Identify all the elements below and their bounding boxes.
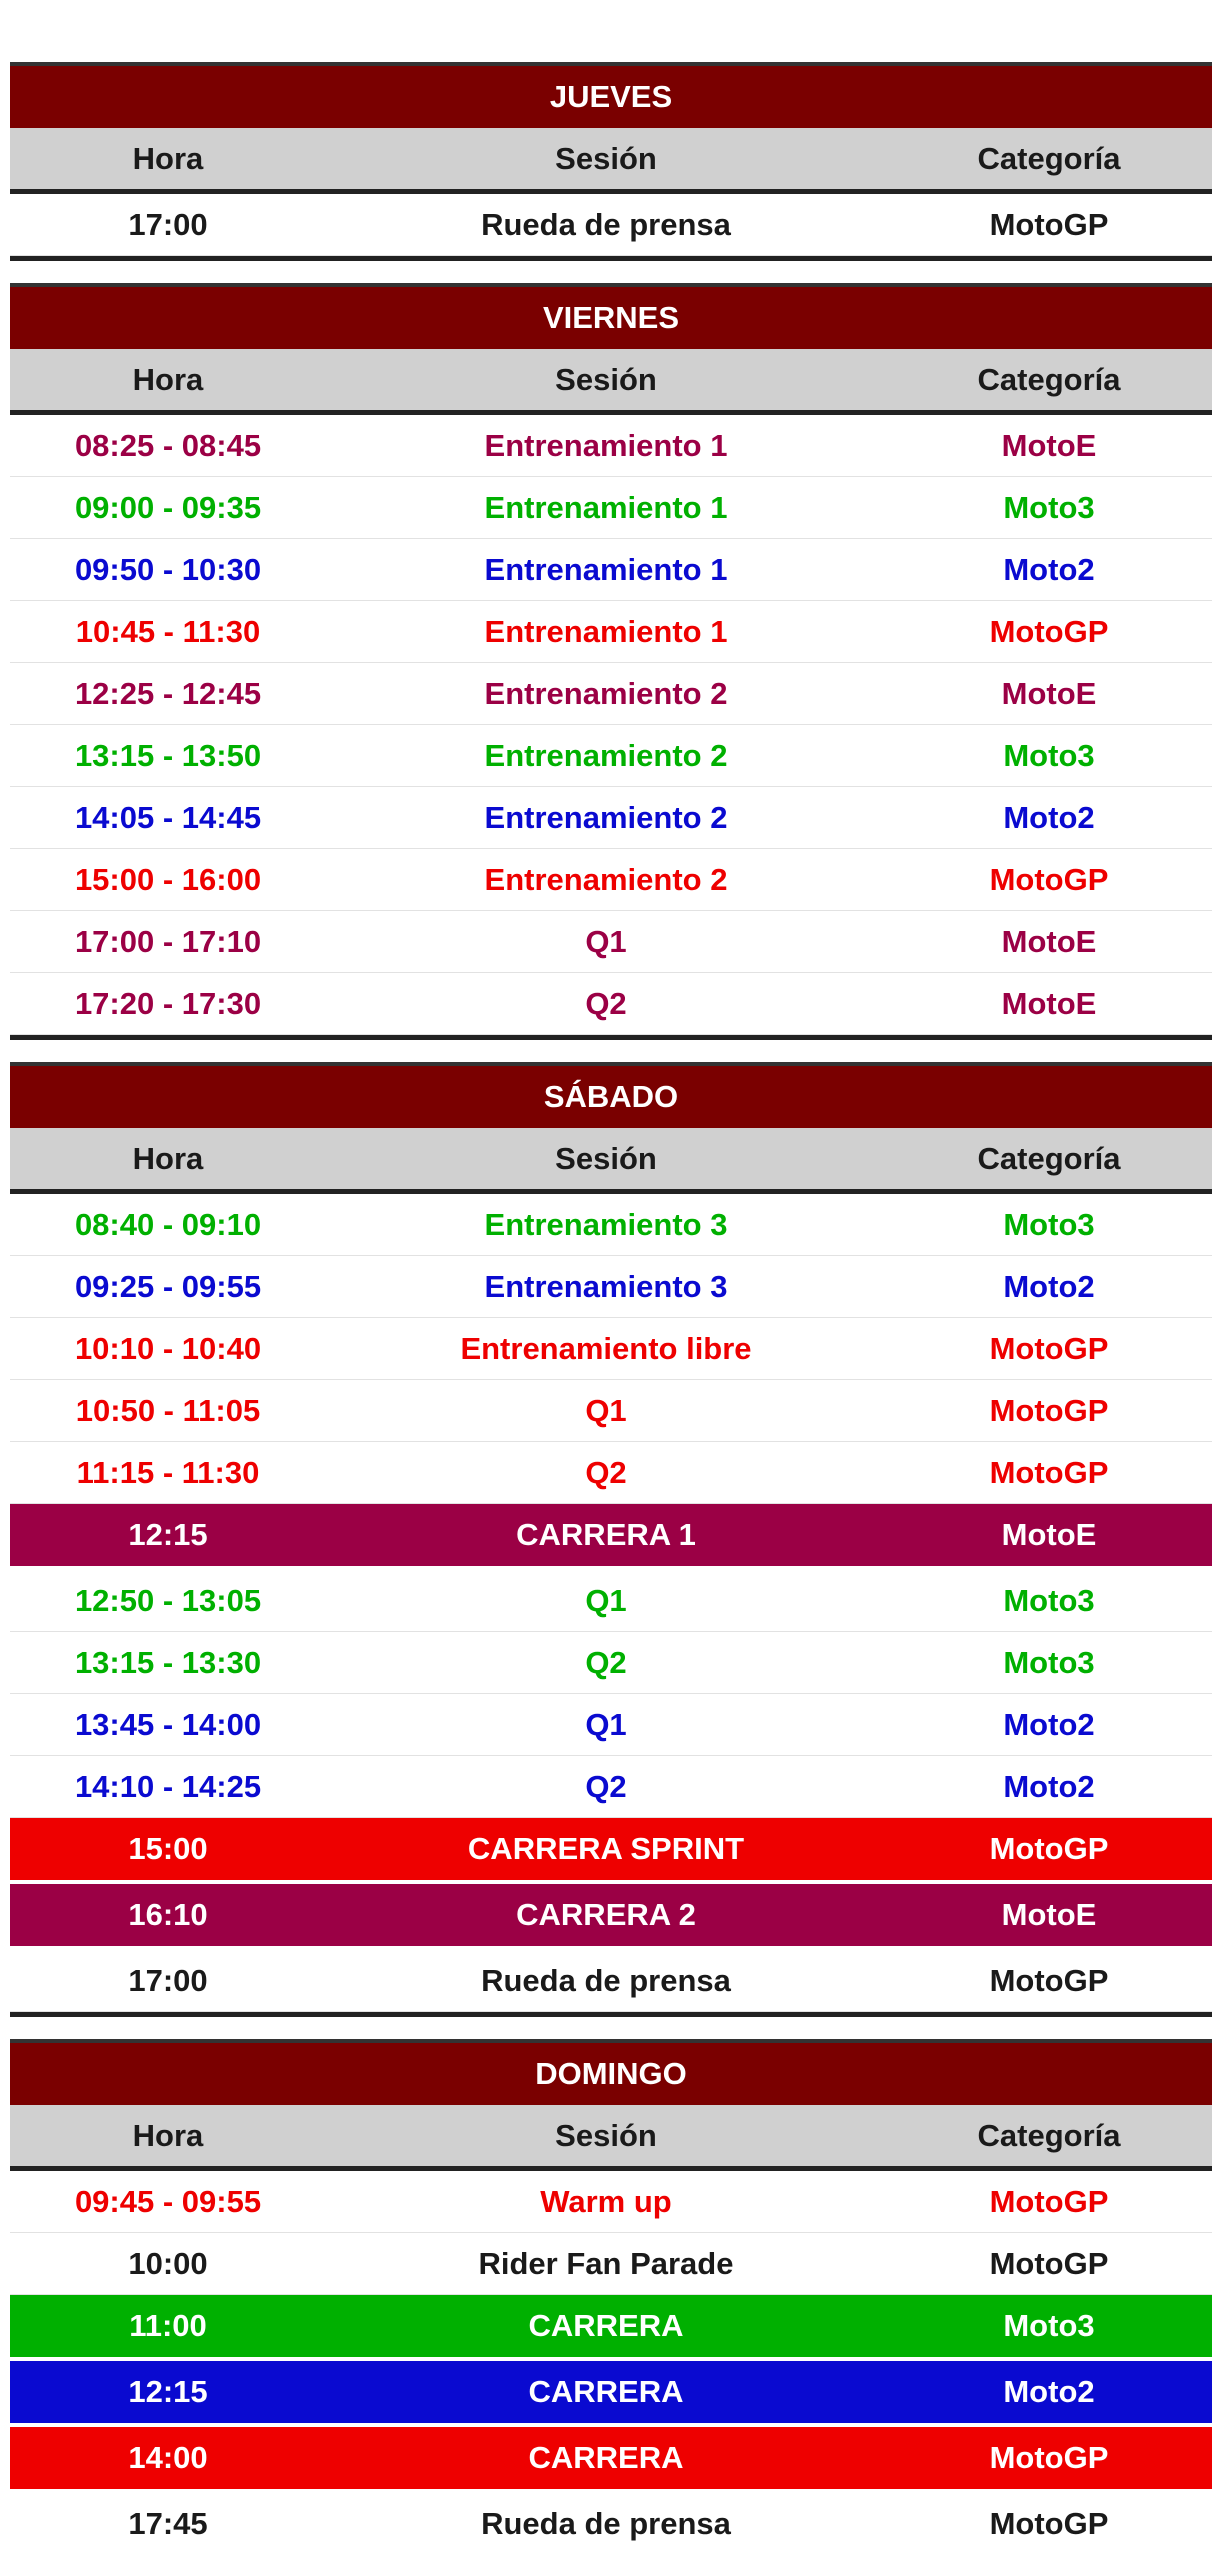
session-time: 12:50 - 13:05: [74, 1582, 262, 1618]
session-name: Q2: [585, 1644, 627, 1680]
session-category: Moto3: [1003, 1644, 1095, 1680]
session-time: 17:00: [128, 1962, 208, 1998]
session-time: 11:00: [129, 2308, 207, 2343]
session-category: MotoGP: [989, 1962, 1109, 1998]
session-time: 13:15 - 13:50: [74, 737, 262, 773]
session-row: [10, 1380, 1212, 1442]
session-time: 17:00 - 17:10: [74, 923, 262, 959]
session-time: 16:10: [128, 1897, 208, 1932]
session-row: [10, 1318, 1212, 1380]
session-row: [10, 415, 1212, 477]
session-name: CARRERA 2: [516, 1897, 696, 1932]
session-category: MotoE: [1001, 985, 1097, 1021]
schedule-table: [10, 62, 1212, 2554]
session-category: Moto3: [1003, 1206, 1095, 1242]
session-name: Q1: [585, 1582, 627, 1618]
highlighted-race-row: [10, 1884, 1212, 1950]
session-category: MotoGP: [989, 1831, 1109, 1866]
session-name: CARRERA: [528, 2308, 684, 2343]
day-title: VIERNES: [10, 283, 1212, 349]
column-header-hora: Hora: [132, 1140, 204, 1176]
session-row: [10, 1256, 1212, 1318]
session-time: 10:50 - 11:05: [75, 1392, 261, 1428]
day-bottom-rule: [10, 256, 1212, 261]
session-category: Moto2: [1003, 551, 1095, 587]
session-name: Entrenamiento 1: [484, 427, 728, 463]
session-name: Entrenamiento 3: [484, 1206, 728, 1242]
session-time: 09:45 - 09:55: [74, 2183, 262, 2219]
session-time: 15:00 - 16:00: [74, 861, 262, 897]
session-row: [10, 787, 1212, 849]
session-name: Warm up: [540, 2183, 672, 2219]
session-name: Entrenamiento 2: [484, 737, 728, 773]
day-section: [10, 62, 1212, 261]
session-time: 10:10 - 10:40: [74, 1330, 262, 1366]
session-name: Entrenamiento libre: [460, 1330, 752, 1366]
session-row: [10, 1950, 1212, 2012]
session-time: 09:25 - 09:55: [74, 1268, 262, 1304]
session-category: MotoE: [1001, 675, 1097, 711]
session-row: [10, 725, 1212, 787]
column-header-row: [10, 128, 1212, 194]
highlighted-race-row: [10, 2427, 1212, 2493]
column-header-categoria: Categoría: [977, 2117, 1121, 2153]
day-section: [10, 2039, 1212, 2554]
column-header-row: [10, 349, 1212, 415]
session-row: [10, 2493, 1212, 2554]
session-time: 09:50 - 10:30: [74, 551, 262, 587]
session-category: Moto2: [1003, 799, 1095, 835]
day-bottom-rule: [10, 1035, 1212, 1040]
session-category: Moto3: [1003, 737, 1095, 773]
session-time: 10:00: [128, 2245, 208, 2281]
session-time: 14:05 - 14:45: [74, 799, 262, 835]
session-name: Q1: [585, 1392, 627, 1428]
session-name: Q2: [585, 1454, 627, 1490]
column-header-hora: Hora: [132, 140, 204, 176]
session-name: Entrenamiento 3: [484, 1268, 728, 1304]
column-header-sesion: Sesión: [555, 140, 657, 176]
column-header-categoria: Categoría: [977, 1140, 1121, 1176]
session-category: MotoGP: [989, 2183, 1109, 2219]
session-category: Moto2: [1003, 1268, 1095, 1304]
session-category: MotoGP: [989, 2440, 1109, 2475]
session-row: [10, 194, 1212, 256]
session-name: Q2: [585, 985, 627, 1021]
session-name: Entrenamiento 2: [484, 799, 728, 835]
session-category: MotoGP: [989, 613, 1109, 649]
session-category: MotoE: [1001, 1517, 1097, 1552]
session-time: 15:00: [128, 1831, 208, 1866]
session-row: [10, 1194, 1212, 1256]
session-category: Moto3: [1003, 1582, 1095, 1618]
column-header-categoria: Categoría: [977, 361, 1121, 397]
session-time: 12:25 - 12:45: [74, 675, 262, 711]
session-row: [10, 849, 1212, 911]
column-header-categoria: Categoría: [977, 140, 1121, 176]
session-row: [10, 1442, 1212, 1504]
session-name: Rueda de prensa: [481, 1962, 731, 1998]
session-time: 14:00: [128, 2440, 208, 2475]
session-category: Moto3: [1003, 2308, 1095, 2343]
column-header-hora: Hora: [132, 361, 204, 397]
session-time: 10:45 - 11:30: [75, 613, 261, 649]
session-row: [10, 973, 1212, 1035]
session-time: 17:45: [128, 2505, 208, 2541]
session-name: Rueda de prensa: [481, 2505, 731, 2541]
session-name: CARRERA: [528, 2440, 684, 2475]
session-time: 11:15 - 11:30: [76, 1454, 260, 1490]
session-category: Moto2: [1003, 1706, 1095, 1742]
column-header-row: [10, 2105, 1212, 2171]
session-name: Entrenamiento 1: [484, 613, 728, 649]
session-name: Rider Fan Parade: [478, 2245, 734, 2281]
session-name: CARRERA 1: [516, 1517, 696, 1552]
session-time: 08:40 - 09:10: [74, 1206, 262, 1242]
session-category: Moto2: [1003, 1768, 1095, 1804]
column-header-sesion: Sesión: [555, 1140, 657, 1176]
column-header-sesion: Sesión: [555, 361, 657, 397]
session-row: [10, 2171, 1212, 2233]
day-title: JUEVES: [10, 62, 1212, 128]
session-name: Rueda de prensa: [481, 206, 731, 242]
session-name: Entrenamiento 1: [484, 551, 728, 587]
session-name: Entrenamiento 2: [484, 861, 728, 897]
highlighted-race-row: [10, 1818, 1212, 1884]
highlighted-race-row: [10, 2295, 1212, 2361]
session-time: 17:20 - 17:30: [74, 985, 262, 1021]
column-header-sesion: Sesión: [555, 2117, 657, 2153]
session-name: Entrenamiento 1: [484, 489, 728, 525]
session-time: 14:10 - 14:25: [74, 1768, 262, 1804]
session-name: Entrenamiento 2: [484, 675, 728, 711]
session-time: 17:00: [128, 206, 208, 242]
day-section: [10, 1062, 1212, 2017]
session-time: 08:25 - 08:45: [74, 427, 262, 463]
session-category: MotoGP: [989, 1454, 1109, 1490]
session-name: Q1: [585, 923, 627, 959]
session-time: 13:45 - 14:00: [74, 1706, 262, 1742]
session-time: 12:15: [128, 2374, 208, 2409]
day-bottom-rule: [10, 2012, 1212, 2017]
session-row: [10, 477, 1212, 539]
session-row: [10, 911, 1212, 973]
session-category: MotoE: [1001, 923, 1097, 959]
session-row: [10, 1632, 1212, 1694]
session-time: 09:00 - 09:35: [74, 489, 262, 525]
session-row: [10, 1694, 1212, 1756]
session-category: MotoGP: [989, 861, 1109, 897]
highlighted-race-row: [10, 1504, 1212, 1570]
column-header-row: [10, 1128, 1212, 1194]
session-row: [10, 1570, 1212, 1632]
session-category: MotoGP: [989, 2505, 1109, 2541]
session-row: [10, 663, 1212, 725]
day-title: DOMINGO: [10, 2039, 1212, 2105]
session-name: CARRERA SPRINT: [467, 1831, 745, 1866]
highlighted-race-row: [10, 2361, 1212, 2427]
session-name: CARRERA: [528, 2374, 684, 2409]
session-category: MotoGP: [989, 2245, 1109, 2281]
session-row: [10, 539, 1212, 601]
session-time: 12:15: [128, 1517, 208, 1552]
day-section: [10, 283, 1212, 1040]
session-category: MotoE: [1001, 427, 1097, 463]
session-row: [10, 1756, 1212, 1818]
session-category: Moto2: [1003, 2374, 1095, 2409]
session-name: Q2: [585, 1768, 627, 1804]
session-category: Moto3: [1003, 489, 1095, 525]
session-time: 13:15 - 13:30: [74, 1644, 262, 1680]
session-category: MotoGP: [989, 1392, 1109, 1428]
session-name: Q1: [585, 1706, 627, 1742]
day-title: SÁBADO: [10, 1062, 1212, 1128]
column-header-hora: Hora: [132, 2117, 204, 2153]
session-category: MotoGP: [989, 206, 1109, 242]
session-row: [10, 601, 1212, 663]
session-category: MotoE: [1001, 1897, 1097, 1932]
session-category: MotoGP: [989, 1330, 1109, 1366]
session-row: [10, 2233, 1212, 2295]
